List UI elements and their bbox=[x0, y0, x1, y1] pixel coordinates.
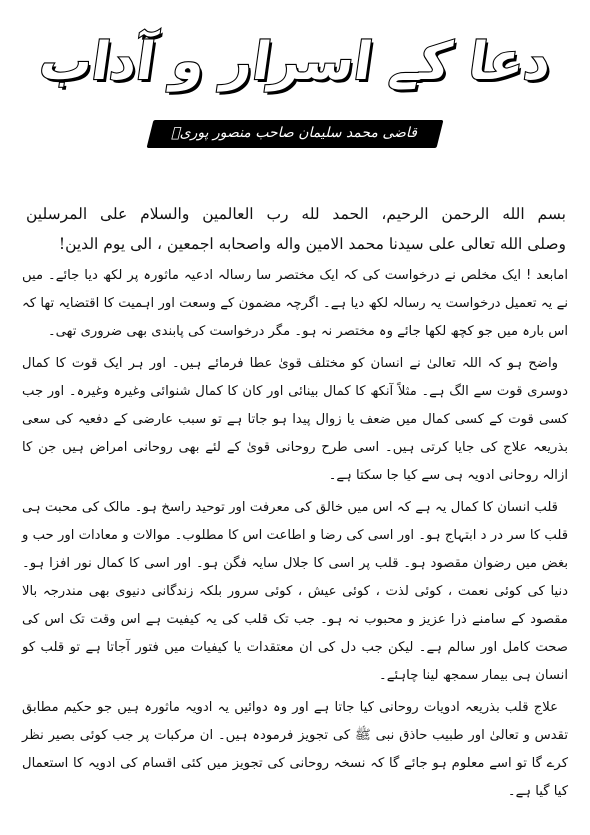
title-banner bbox=[0, 22, 590, 102]
paragraph-1: امابعد ! ایک مخلص نے درخواست کی کہ ایک مختصر سا رسالہ ادعیہ ماثورہ پر لکھ دیا جائے۔ میں نے یہ تعمیل درخواست یہ رسالہ لکھ دیا ہے۔ اگرچہ مضمون کے وسعت اور اہمیت کا اقتضایہ تھا کہ اس بارہ میں جو کچھ لکھا جائے وہ مختصر نہ ہو۔ مگر درخواست کی پابندی بھی ضروری تھی۔ bbox=[22, 268, 568, 339]
paragraph-3: قلب انسان کا کمال یہ ہے کہ اس میں خالق کی معرفت اور توحید راسخ ہو۔ مالک کی محبت ہی قلب کا سر در د ابتہاج ہو۔ اور اسی کی رضا و اطاعت اس کا مطلوب۔ موالات و معادات اور حب و بغض میں رضوان مقصود ہو۔ قلب پر اسی کا جلال سایہ فگن ہو۔ اور اسی کا کمال نور افزا ہو۔ دنیا کی کوئی نعمت ، کوئی لذت ، کوئی عیش ، کوئی سرور بلکہ زندگانی دنیوی بھی مندرجہ بالا مقصود کے سامنے ذرا عزیز و محبوب نہ ہو۔ جب تک قلب کی یہ کیفیت ہے اس وقت تک اس کی صحت کامل اور سالم ہے۔ لیکن جب دل کی ان معتقدات یا کیفیات میں فتور آجاتا ہے تو قلب کو انسان ہی بیمار سمجھ لینا چاہئے۔ bbox=[22, 500, 568, 683]
opening-line-1: بسم الله الرحمن الرحيم، الحمد لله رب العالمين والسلام على المرسلين bbox=[26, 205, 566, 223]
author-banner bbox=[0, 116, 590, 152]
paragraph-4: علاج قلب بذریعہ ادویات روحانی کیا جاتا ہے اور وہ دوائیں یہ ادویہ ماثورہ ہیں جو حکیم مطابق تقدس و تعالیٰ اور طبیب حاذق نبی ﷺ کی تجویز فرمودہ ہیں۔ ان مرکبات پر جب کوئی بصیر نظر کرے گا تو اسے معلوم ہو جائے گا کہ نسخہ روحانی کی تجویز میں کئی اقسام کی ادویہ کا استعمال کیا گیا ہے۔ bbox=[22, 700, 568, 799]
article-body bbox=[22, 262, 568, 810]
article-title: دعا کے اسرار و آداب bbox=[35, 32, 555, 92]
opening-line-2: وصلى الله تعالى على سيدنا محمد الامين واله واصحابه اجمعين ، الى يوم الدين! bbox=[58, 235, 566, 253]
author-name: قاضی محمد سلیمان صاحب منصور پوریؒ bbox=[147, 120, 444, 148]
paragraph-2: واضح ہو کہ اللہ تعالیٰ نے انسان کو مختلف قویٰ عطا فرمائے ہیں۔ اور ہر ایک قوت کا کمال دوسری قوت سے الگ ہے۔ مثلاً آنکھ کا کمال بینائی اور کان کا کمال شنوائی وغیرہ وغیرہ۔ اور جب کسی قوت کے کسی کمال میں ضعف یا زوال پیدا ہو جاتا ہے تو سبب عارضی کے دفعیہ کی سعی بذریعہ علاج کی جایا کرتی ہیں۔ اسی طرح روحانی قویٰ کے لئے بھی روحانی امراض ہیں جن کا ازالہ روحانی ادویہ ہی سے کیا جا سکتا ہے۔ bbox=[22, 356, 568, 483]
